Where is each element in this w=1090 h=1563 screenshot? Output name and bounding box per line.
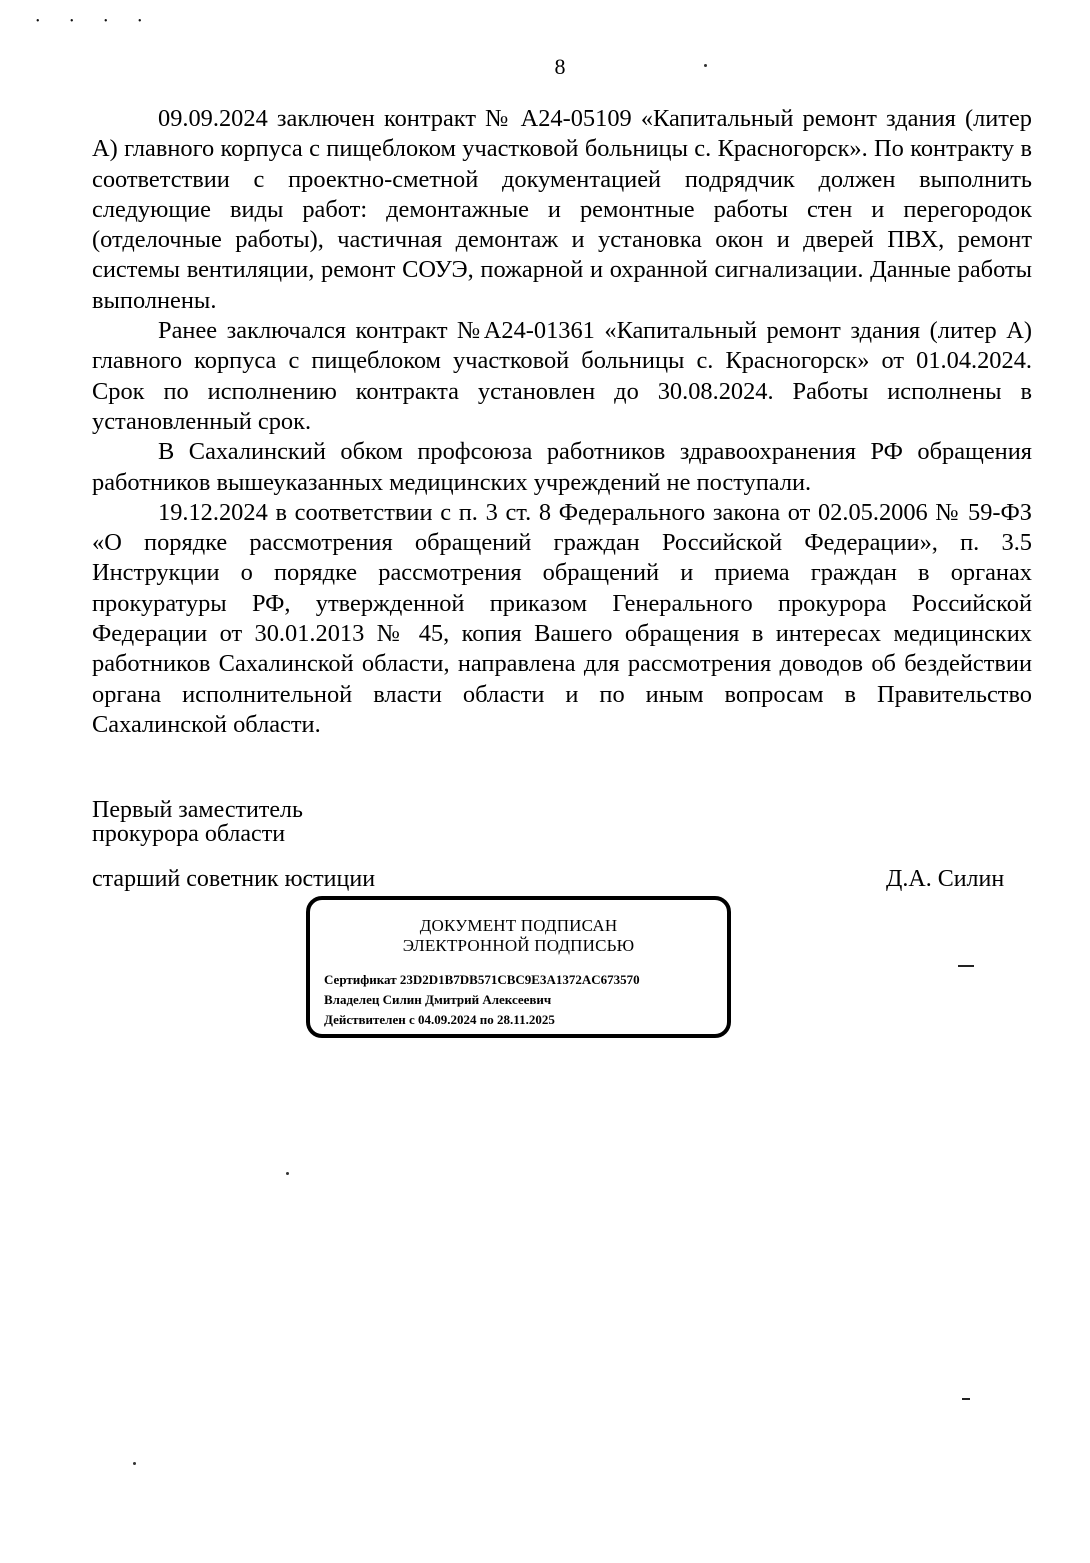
electronic-signature-stamp	[306, 896, 731, 1038]
signatory-rank: старший советник юстиции	[92, 866, 376, 892]
scan-speck	[133, 1462, 136, 1465]
stamp-owner	[324, 990, 727, 1010]
paragraph-contract-a24-05109: 09.09.2024 заключен контракт № А24-05109 «Капитальный ремонт здания (литер А) главного корпуса с пищеблоком участковой больницы с. Красногорск». По контракту в соответствии с проектно-сметной документацией подрядчик должен выполнить следующие виды работ: демонтажные и ремонтные работы стен и перегородок (отделочные работы), частичная демонтаж и установка окон и дверей ПВХ, ремонт системы вентиляции, ремонт СОУЭ, пожарной и охранной сигнализации. Данные работы выполнены.	[92, 105, 1032, 314]
scan-marks: • • • •	[36, 16, 156, 27]
valid-to: 28.11.2025	[497, 1012, 555, 1027]
valid-to-prefix: по	[479, 1012, 494, 1027]
stamp-details	[310, 970, 727, 1030]
valid-from-prefix: с	[409, 1012, 415, 1027]
signatory-position	[92, 798, 303, 846]
document-body	[92, 104, 1032, 740]
certificate-label: Сертификат	[324, 972, 397, 987]
stamp-title-line-2: ЭЛЕКТРОННОЙ ПОДПИСЬЮ	[402, 936, 635, 955]
certificate-value: 23D2D1B7DB571CBC9E3A1372AC673570	[399, 972, 640, 987]
stamp-title-line-1: ДОКУМЕНТ ПОДПИСАН	[419, 916, 618, 935]
scan-mark	[962, 1398, 970, 1400]
stamp-title	[310, 916, 727, 956]
position-line-2: прокурора области	[92, 821, 286, 847]
valid-label: Действителен	[324, 1012, 406, 1027]
paragraph-referral: 19.12.2024 в соответствии с п. 3 ст. 8 Федерального закона от 02.05.2006 № 59-ФЗ «О порядке рассмотрения обращений граждан Российской Федерации», п. 3.5 Инструкции о порядке рассмотрения обращений и приема граждан в органах прокуратуры РФ, утвержденной приказом Генерального прокурора Российской Федерации от 30.01.2013 № 45, копия Вашего обращения в интересах медицинских работников Сахалинской области, направлена для рассмотрения доводов об бездействии органа исполнительной власти области и по иным вопросам в Правительство Сахалинской области.	[92, 498, 1032, 738]
stamp-validity	[324, 1010, 727, 1030]
paragraph-contract-a24-01361: Ранее заключался контракт №А24-01361 «Капитальный ремонт здания (литер А) главного корпуса с пищеблоком участковой больницы с. Красногорск» от 01.04.2024. Срок по исполнению контракта установлен до 30.08.2024. Работы исполнены в установленный срок.	[92, 317, 1032, 435]
position-line-1: Первый заместитель	[92, 797, 303, 823]
paragraph-trade-union: В Сахалинский обком профсоюза работников здравоохранения РФ обращения работников вышеуказанных медицинских учреждений не поступали.	[92, 438, 1032, 496]
valid-from: 04.09.2024	[418, 1012, 477, 1027]
scan-mark	[958, 965, 974, 967]
page-number: 8	[554, 54, 566, 79]
scan-speck	[286, 1172, 289, 1175]
signatory-name: Д.А. Силин	[886, 866, 1005, 892]
stamp-certificate	[324, 970, 727, 990]
owner-value: Силин Дмитрий Алексеевич	[382, 992, 552, 1007]
owner-label: Владелец	[324, 992, 380, 1007]
scan-speck	[704, 64, 707, 67]
